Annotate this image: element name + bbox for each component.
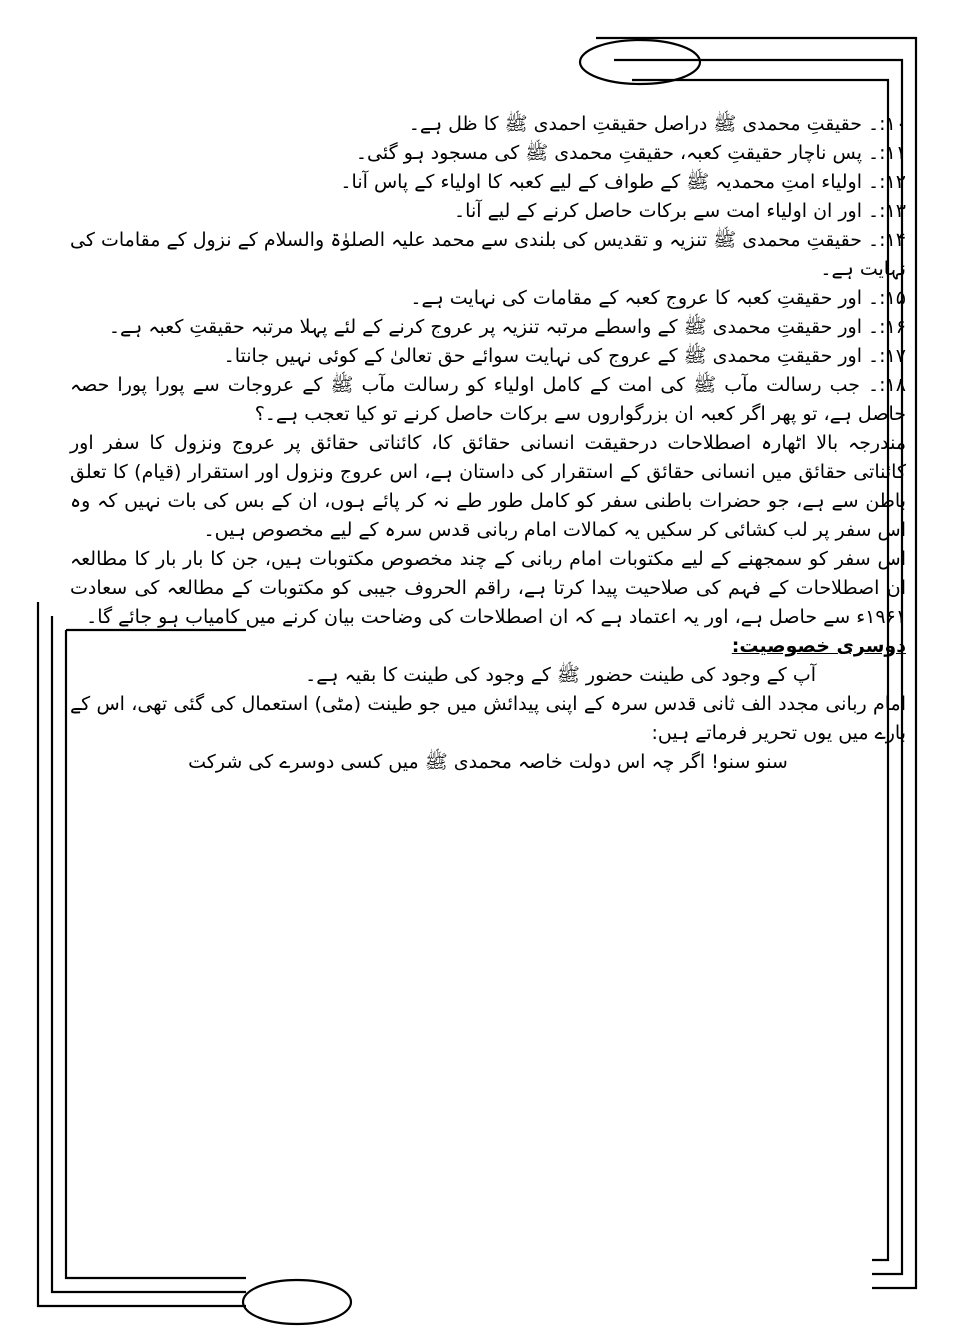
list-item-13: ۱۳:۔ اور ان اولیاء امت سے برکات حاصل کرنے کے لیے آنا۔ <box>454 200 906 222</box>
list-item-15: ۱۵:۔ اور حقیقتِ کعبہ کا عروج کعبہ کے مقامات کی نہایت ہے۔ <box>410 287 906 309</box>
list-item-18: ۱۸:۔ جب رسالت مآب ﷺ کی امت کے کامل اولیاء کو رسالت مآب ﷺ کے عروجات سے پورا پورا حصہ حاصل ہے، تو پھر اگر کعبہ ان بزرگواروں سے برکات حاصل کرنے تو کیا تعجب ہے۔؟ <box>70 374 906 425</box>
paragraph-terms-explanation: مندرجہ بالا اٹھارہ اصطلاحات درحقیقت انسانی حقائق کا، کائناتی حقائق پر عروج ونزول کا سفر اور کائناتی حقائق میں انسانی حقائق کے استقرار کی داستان ہے، اس عروج ونزول اور استقرار (قیام) کا تعلق باطن سے ہے، جو حضرات باطنی سفر کو کامل طور طے نہ کر پائے ہوں، ان کے بس کی بات نہیں کہ وہ اس سفر پر لب کشائی کر سکیں یہ کمالات امام ربانی قدس سرہ کے لیے مخصوص ہیں۔ <box>70 432 906 541</box>
paragraph-imam-rabbani: امام ربانی مجدد الف ثانی قدس سرہ کے اپنی پیدائش میں جو طینت (مٹی) استعمال کی گئی تھی، اس کے بارے میں یوں تحریر فرماتے ہیں: <box>70 693 906 744</box>
quote-tinat: آپ کے وجود کی طینت حضور ﷺ کے وجود کی طینت کا بقیہ ہے۔ <box>305 664 816 686</box>
list-item-10: ۱۰:۔ حقیقتِ محمدی ﷺ دراصل حقیقتِ احمدی ﷺ کا ظل ہے۔ <box>408 113 906 135</box>
list-item-17: ۱۷:۔ اور حقیقتِ محمدی ﷺ کے عروج کی نہایت سوائے حق تعالیٰ کے کوئی نہیں جانتا۔ <box>223 345 906 367</box>
list-item-11: ۱۱:۔ پس ناچار حقیقتِ کعبہ، حقیقتِ محمدی ﷺ کی مسجود ہو گئی۔ <box>355 142 906 164</box>
section-heading: دوسری خصوصیت: <box>731 635 906 657</box>
list-item-12: ۱۲:۔ اولیاء امتِ محمدیہ ﷺ کے طواف کے لیے کعبہ کا اولیاء کے پاس آنا۔ <box>340 171 906 193</box>
paragraph-maktubat-study: اس سفر کو سمجھنے کے لیے مکتوبات امام ربانی کے چند مخصوص مکتوبات ہیں، جن کا بار بار کا مطالعہ ان اصطلاحات کے فہم کی صلاحیت پیدا کرتا ہے، راقم الحروف جیبی کو مکتوبات کے مطالعہ کی سعادت ۱۹۶۱ء سے حاصل ہے، اور یہ اعتماد ہے کہ ان اصطلاحات کی وضاحت بیان کرنے میں کامیاب ہو جائے گا۔ <box>70 548 906 628</box>
list-item-16: ۱۶:۔ اور حقیقتِ محمدی ﷺ کے واسطے مرتبہ تنزیہ پر عروج کرنے کے لئے پہلا مرتبہ حقیقتِ کعبہ ہے۔ <box>108 316 906 338</box>
list-item-14: ۱۴:۔ حقیقتِ محمدی ﷺ تنزیہ و تقدیس کی بلندی سے محمد علیہ الصلوٰۃ والسلام کے نزول کے مقامات کی نہایت ہے۔ <box>70 229 906 280</box>
quote-suno: سنو سنو! اگر چہ اس دولت خاصہ محمدی ﷺ میں کسی دوسرے کی شرکت <box>188 751 788 773</box>
document-body <box>70 110 906 1240</box>
